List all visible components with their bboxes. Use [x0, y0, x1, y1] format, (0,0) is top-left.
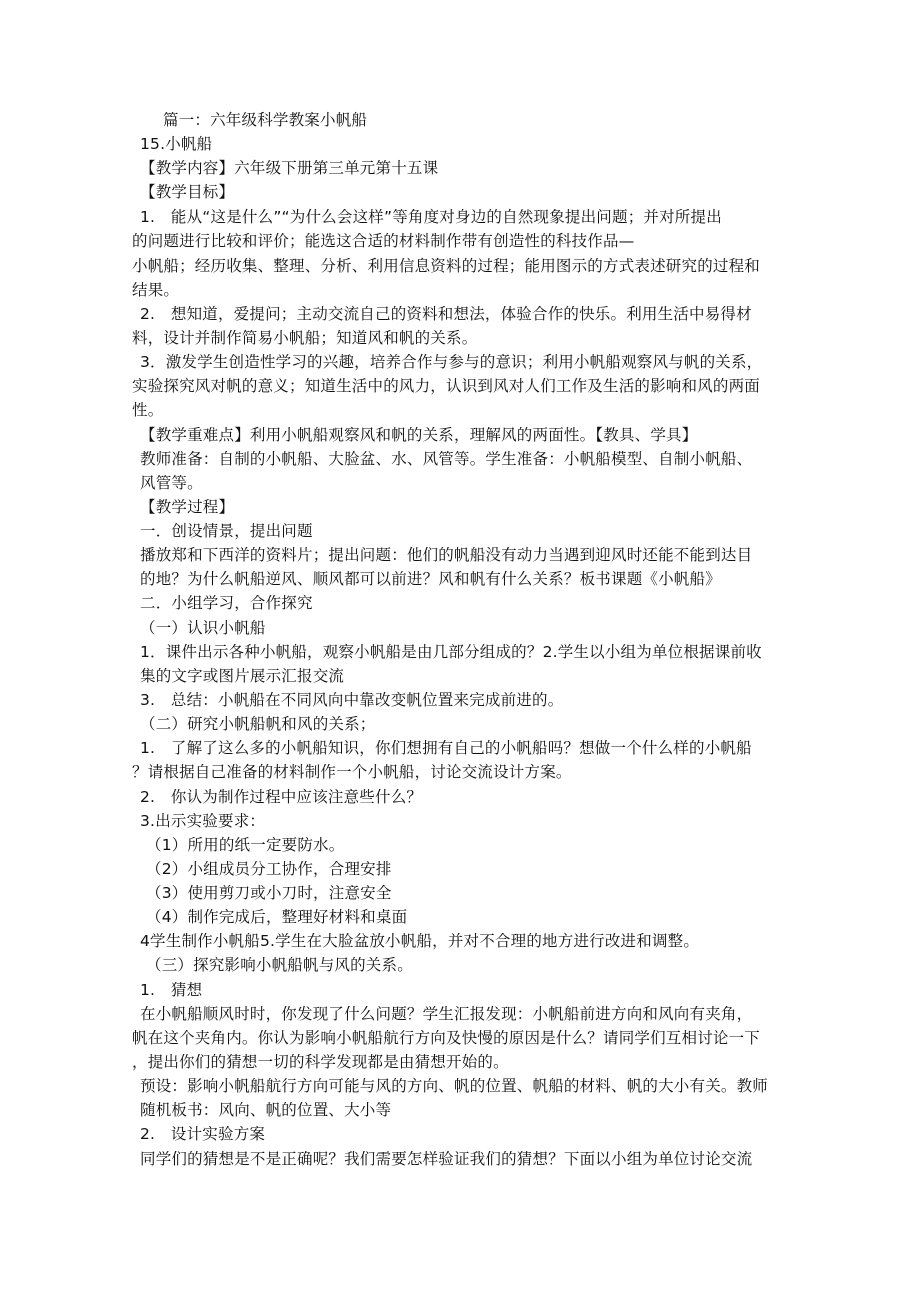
text-line: 的地？为什么帆船逆风、顺风都可以前进？风和帆有什么关系？板书课题《小帆船》 [140, 570, 721, 588]
subsection-heading: （三）探究影响小帆船帆与风的关系。 [146, 956, 413, 974]
text-line: 在小帆船顺风时时，你发现了什么问题？学生汇报发现：小帆船前进方向和风向有夹角， [140, 1005, 753, 1023]
text-line: 3．激发学生创造性学习的兴趣，培养合作与参与的意识；利用小帆船观察风与帆的关系， [140, 353, 763, 371]
text-line: 1. 猜想 [140, 981, 203, 999]
subsection-heading: （二）研究小帆船帆和风的关系； [140, 715, 376, 733]
subsection-heading: （一）认识小帆船 [140, 619, 266, 637]
text-line: 教师准备：自制的小帆船、大脸盆、水、风管等。学生准备：小帆船模型、自制小帆船、 [140, 450, 753, 468]
text-line: 1. 能从“这是什么”“为什么会这样”等角度对身边的自然现象提出问题；并对所提出 [140, 208, 722, 226]
text-line: 2. 设计实验方案 [140, 1125, 266, 1143]
text-line: 预设：影响小帆船航行方向可能与风的方向、帆的位置、帆船的材料、帆的大小有关。教师 [140, 1077, 769, 1095]
text-line: 1. 了解了这么多的小帆船知识，你们想拥有自己的小帆船吗？想做一个什么样的小帆船 [140, 739, 752, 757]
subsection-heading: 一．创设情景，提出问题 [140, 522, 313, 540]
text-line: 料，设计并制作简易小帆船；知道风和帆的关系。 [132, 329, 478, 347]
text-line: 性。 [132, 401, 164, 419]
text-line: ，提出你们的猜想一切的科学发现都是由猜想开始的。 [132, 1053, 509, 1071]
text-line: 1．课件出示各种小帆船，观察小帆船是由几部分组成的？2.学生以小组为单位根据课前收 [140, 643, 762, 661]
text-line: 2. 想知道，爱提问；主动交流自己的资料和想法，体验合作的快乐。利用生活中易得材 [140, 305, 752, 323]
subsection-heading: 二．小组学习，合作探究 [140, 594, 313, 612]
text-line: 播放郑和下西洋的资料片；提出问题：他们的帆船没有动力当遇到迎风时还能不能到达目 [140, 546, 753, 564]
list-item: （2）小组成员分工协作，合理安排 [146, 860, 392, 878]
list-item: （3）使用剪刀或小刀时，注意安全 [146, 884, 392, 902]
text-line: 同学们的猜想是不是正确呢？我们需要怎样验证我们的猜想？下面以小组为单位讨论交流 [140, 1150, 753, 1168]
section-heading: 【教学目标】 [140, 183, 235, 201]
section-heading: 【教学内容】六年级下册第三单元第十五课 [140, 159, 439, 177]
text-line: 小帆船；经历收集、整理、分析、利用信息资料的过程；能用图示的方式表述研究的过程和 [132, 257, 761, 275]
text-line: 结果。 [132, 281, 180, 299]
lesson-number: 15.小帆船 [140, 135, 213, 153]
text-line: 帆在这个夹角内。你认为影响小帆船航行方向及快慢的原因是什么？请同学们互相讨论一下 [132, 1029, 761, 1047]
text-line: 风管等。 [140, 474, 203, 492]
text-line: ？请根据自己准备的材料制作一个小帆船，讨论交流设计方案。 [132, 763, 572, 781]
text-line: 3.出示实验要求： [140, 812, 266, 830]
text-line: 实验探究风对帆的意义；知道生活中的风力，认识到风对人们工作及生活的影响和风的两面 [132, 377, 761, 395]
text-line: 2. 你认为制作过程中应该注意些什么？ [140, 788, 423, 806]
list-item: （4）制作完成后，整理好材料和桌面 [146, 908, 408, 926]
text-line: 随机板书：风向、帆的位置、大小等 [140, 1101, 392, 1119]
section-heading: 【教学过程】 [140, 498, 235, 516]
text-line: 集的文字或图片展示汇报交流 [140, 667, 345, 685]
text-line: 的问题进行比较和评价；能选这合适的材料制作带有创造性的科技作品— [132, 232, 635, 250]
text-line: 3. 总结：小帆船在不同风向中靠改变帆位置来完成前进的。 [140, 691, 564, 709]
document-title: 篇一：六年级科学教案小帆船 [163, 111, 368, 129]
list-item: （1）所用的纸一定要防水。 [146, 836, 345, 854]
section-heading: 【教学重难点】利用小帆船观察风和帆的关系，理解风的两面性。【教具、学具】 [140, 426, 698, 444]
text-line: 4学生制作小帆船5.学生在大脸盆放小帆船，并对不合理的地方进行改进和调整。 [140, 932, 700, 950]
